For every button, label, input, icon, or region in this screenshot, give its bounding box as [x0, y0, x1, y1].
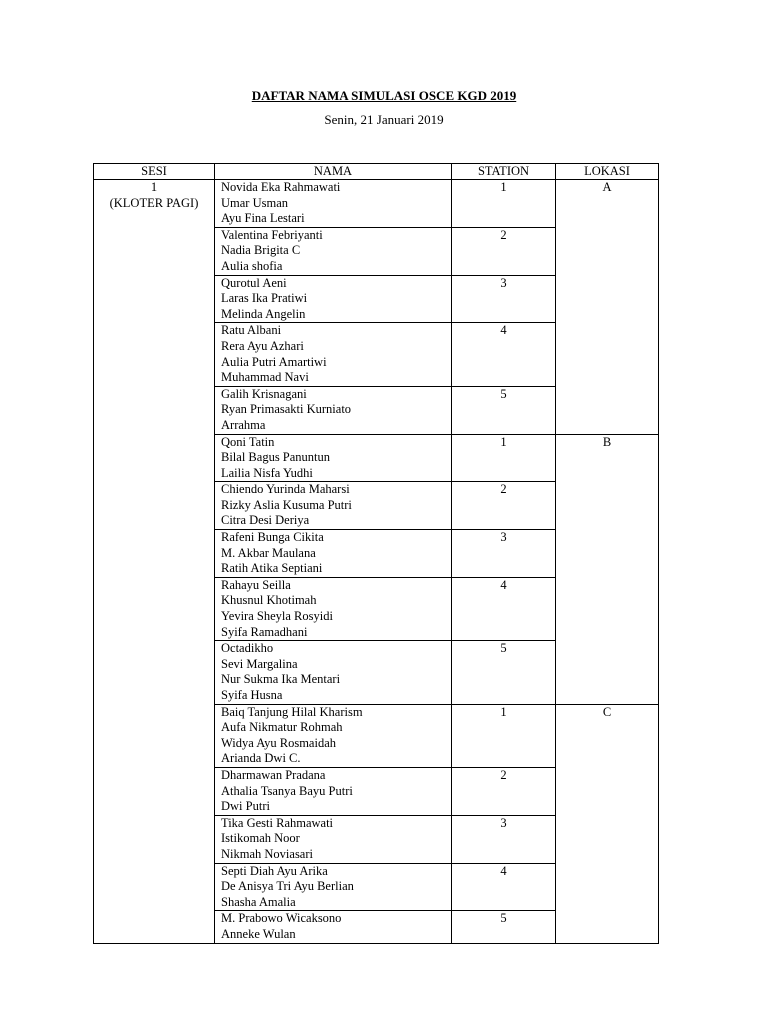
participant-name: Bilal Bagus Panuntun: [221, 450, 331, 465]
participant-name: Rahayu Seilla: [221, 577, 291, 592]
table-body: [94, 180, 659, 944]
participant-name: Shasha Amalia: [221, 894, 296, 909]
names-cell: [215, 227, 452, 275]
station-cell: 2: [452, 482, 556, 530]
participant-name: Anneke Wulan: [221, 926, 296, 941]
participant-name: Istikomah Noor: [221, 831, 300, 846]
station-cell: 5: [452, 641, 556, 704]
participant-name: Rizky Aslia Kusuma Putri: [221, 497, 352, 512]
participant-name: Arrahma: [221, 417, 266, 432]
participant-name: Syifa Husna: [221, 688, 283, 702]
session-number: 1: [150, 180, 158, 194]
station-cell: 4: [452, 323, 556, 386]
participant-name: Athalia Tsanya Bayu Putri: [221, 783, 353, 798]
station-cell: 1: [452, 704, 556, 767]
participant-name: Ratih Atika Septiani: [221, 561, 323, 576]
names-cell: [215, 815, 452, 863]
names-cell: [215, 323, 452, 386]
document-date: Senin, 21 Januari 2019: [324, 112, 444, 127]
participant-name: Tika Gesti Rahmawati: [221, 815, 334, 830]
participant-name: Umar Usman: [221, 195, 288, 210]
location-cell: A: [556, 180, 659, 435]
participant-name: Nadia Brigita C: [221, 243, 301, 258]
participant-name: Citra Desi Deriya: [221, 513, 310, 528]
names-cell: [215, 275, 452, 323]
station-cell: 5: [452, 386, 556, 434]
column-header-lokasi: LOKASI: [556, 164, 659, 180]
participant-name: Baiq Tanjung Hilal Kharism: [221, 704, 363, 719]
station-cell: 4: [452, 863, 556, 911]
document-title: DAFTAR NAMA SIMULASI OSCE KGD 2019: [251, 88, 517, 103]
session-label: (KLOTER PAGI): [109, 195, 199, 210]
participant-name: Aulia shofia: [221, 258, 283, 273]
location-cell: B: [556, 434, 659, 704]
names-cell: [215, 863, 452, 911]
participant-name: Rafeni Bunga Cikita: [221, 530, 324, 545]
table-header-row: [94, 164, 659, 180]
names-cell: [215, 641, 452, 704]
participant-name: Laras Ika Pratiwi: [221, 291, 308, 306]
participant-name: Rera Ayu Azhari: [221, 338, 304, 353]
station-cell: 2: [452, 227, 556, 275]
station-cell: 2: [452, 767, 556, 815]
participant-name: Dharmawan Pradana: [221, 767, 326, 782]
participant-name: Sevi Margalina: [221, 656, 298, 671]
participant-name: Syifa Ramadhani: [221, 624, 308, 639]
names-cell: [215, 577, 452, 640]
participant-name: Nikmah Noviasari: [221, 846, 313, 861]
participant-name: Qurotul Aeni: [221, 275, 287, 290]
names-cell: [215, 704, 452, 767]
participant-name: Dwi Putri: [221, 799, 270, 814]
station-cell: 1: [452, 434, 556, 482]
names-cell: [215, 911, 452, 943]
names-cell: [215, 180, 452, 228]
participant-name: Octadikho: [221, 641, 274, 656]
participant-name: Lailia Nisfa Yudhi: [221, 465, 313, 480]
station-cell: 1: [452, 180, 556, 228]
participant-name: Melinda Angelin: [221, 306, 306, 321]
participant-name: Arianda Dwi C.: [221, 751, 301, 766]
participant-name: Khusnul Khotimah: [221, 593, 317, 608]
participant-name: Galih Krisnagani: [221, 386, 307, 401]
participant-name: Novida Eka Rahmawati: [221, 180, 341, 194]
station-cell: 3: [452, 275, 556, 323]
participant-name: Widya Ayu Rosmaidah: [221, 735, 337, 750]
participant-name: Qoni Tatin: [221, 434, 275, 449]
participant-name: Ratu Albani: [221, 323, 282, 338]
participant-table: [93, 163, 659, 944]
names-cell: [215, 530, 452, 578]
participant-name: M. Akbar Maulana: [221, 545, 316, 560]
participant-name: Yevira Sheyla Rosyidi: [221, 609, 333, 624]
participant-name: Aulia Putri Amartiwi: [221, 354, 327, 369]
participant-name: Ryan Primasakti Kurniato: [221, 402, 352, 417]
names-cell: [215, 767, 452, 815]
participant-name: Septi Diah Ayu Arika: [221, 863, 328, 878]
names-cell: [215, 386, 452, 434]
station-cell: 5: [452, 911, 556, 943]
station-cell: 4: [452, 577, 556, 640]
participant-name: Chiendo Yurinda Maharsi: [221, 482, 350, 497]
participant-name: Aufa Nikmatur Rohmah: [221, 720, 343, 735]
names-cell: [215, 434, 452, 482]
column-header-nama: NAMA: [215, 164, 452, 180]
station-cell: 3: [452, 530, 556, 578]
session-cell: [94, 180, 215, 944]
station-cell: 3: [452, 815, 556, 863]
location-cell: C: [556, 704, 659, 943]
participant-name: Ayu Fina Lestari: [221, 211, 305, 226]
column-header-station: STATION: [452, 164, 556, 180]
table-row: [94, 180, 659, 228]
participant-name: Nur Sukma Ika Mentari: [221, 672, 341, 687]
participant-name: De Anisya Tri Ayu Berlian: [221, 879, 354, 894]
participant-name: Valentina Febriyanti: [221, 227, 323, 242]
participant-name: Muhammad Navi: [221, 370, 309, 385]
column-header-sesi: SESI: [94, 164, 215, 180]
names-cell: [215, 482, 452, 530]
participant-name: M. Prabowo Wicaksono: [221, 911, 342, 926]
